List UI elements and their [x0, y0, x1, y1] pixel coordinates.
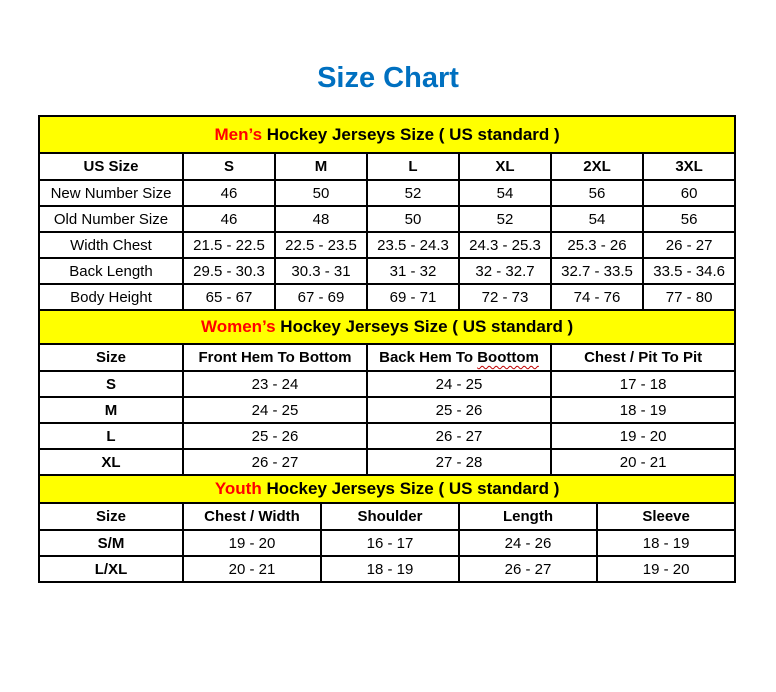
size-table-body: [39, 116, 735, 582]
womens-row-label: L: [39, 423, 183, 449]
youth-value-cell: 20 - 21: [183, 556, 321, 582]
womens-value-cell: 25 - 26: [367, 397, 551, 423]
size-table: [38, 115, 736, 583]
mens-table-row: [39, 232, 735, 258]
mens-row-label: Back Length: [39, 258, 183, 284]
mens-value-cell: 56: [643, 206, 735, 232]
womens-value-cell: 24 - 25: [367, 371, 551, 397]
womens-value-cell: 25 - 26: [183, 423, 367, 449]
youth-column-header: Size: [39, 503, 183, 530]
mens-value-cell: 33.5 - 34.6: [643, 258, 735, 284]
mens-value-cell: 56: [551, 180, 643, 206]
womens-table-row: [39, 371, 735, 397]
youth-value-cell: 16 - 17: [321, 530, 459, 556]
mens-value-cell: 67 - 69: [275, 284, 367, 310]
youth-value-cell: 19 - 20: [183, 530, 321, 556]
mens-column-header: L: [367, 153, 459, 180]
mens-value-cell: 25.3 - 26: [551, 232, 643, 258]
mens-value-cell: 22.5 - 23.5: [275, 232, 367, 258]
womens-value-cell: 26 - 27: [183, 449, 367, 475]
mens-section-title: Men’s Hockey Jerseys Size ( US standard ): [39, 116, 735, 153]
mens-value-cell: 21.5 - 22.5: [183, 232, 275, 258]
mens-value-cell: 32 - 32.7: [459, 258, 551, 284]
mens-value-cell: 69 - 71: [367, 284, 459, 310]
womens-column-header: Chest / Pit To Pit: [551, 344, 735, 371]
mens-value-cell: 24.3 - 25.3: [459, 232, 551, 258]
womens-table-row: [39, 423, 735, 449]
mens-column-header: S: [183, 153, 275, 180]
mens-table-row: [39, 284, 735, 310]
mens-value-cell: 50: [275, 180, 367, 206]
mens-value-cell: 46: [183, 206, 275, 232]
mens-row-label: Old Number Size: [39, 206, 183, 232]
youth-column-header: Chest / Width: [183, 503, 321, 530]
mens-value-cell: 23.5 - 24.3: [367, 232, 459, 258]
youth-table-row: [39, 530, 735, 556]
womens-value-cell: 23 - 24: [183, 371, 367, 397]
womens-column-header: Size: [39, 344, 183, 371]
womens-column-header: Front Hem To Bottom: [183, 344, 367, 371]
womens-column-header: Back Hem To Boottom: [367, 344, 551, 371]
youth-table-row: [39, 556, 735, 582]
page-title: Size Chart: [317, 62, 459, 94]
mens-column-header: M: [275, 153, 367, 180]
youth-row-label: S/M: [39, 530, 183, 556]
mens-table-row: [39, 180, 735, 206]
womens-value-cell: 18 - 19: [551, 397, 735, 423]
womens-section-title: Women’s Hockey Jerseys Size ( US standard ): [39, 310, 735, 344]
mens-row-label: New Number Size: [39, 180, 183, 206]
mens-column-header: 2XL: [551, 153, 643, 180]
mens-value-cell: 46: [183, 180, 275, 206]
womens-value-cell: 24 - 25: [183, 397, 367, 423]
womens-value-cell: 19 - 20: [551, 423, 735, 449]
mens-column-header: 3XL: [643, 153, 735, 180]
youth-value-cell: 18 - 19: [321, 556, 459, 582]
womens-row-label: M: [39, 397, 183, 423]
mens-value-cell: 54: [551, 206, 643, 232]
youth-value-cell: 18 - 19: [597, 530, 735, 556]
youth-accent-label: Youth: [214, 479, 262, 498]
womens-value-cell: 27 - 28: [367, 449, 551, 475]
mens-value-cell: 26 - 27: [643, 232, 735, 258]
mens-value-cell: 77 - 80: [643, 284, 735, 310]
mens-value-cell: 54: [459, 180, 551, 206]
mens-value-cell: 65 - 67: [183, 284, 275, 310]
mens-value-cell: 74 - 76: [551, 284, 643, 310]
mens-value-cell: 50: [367, 206, 459, 232]
womens-row-label: XL: [39, 449, 183, 475]
youth-value-cell: 26 - 27: [459, 556, 597, 582]
womens-value-cell: 20 - 21: [551, 449, 735, 475]
womens-value-cell: 26 - 27: [367, 423, 551, 449]
mens-column-header: US Size: [39, 153, 183, 180]
mens-value-cell: 60: [643, 180, 735, 206]
womens-accent-label: Women’s: [200, 317, 276, 336]
womens-row-label: S: [39, 371, 183, 397]
youth-value-cell: 24 - 26: [459, 530, 597, 556]
mens-table-row: [39, 258, 735, 284]
mens-row-label: Body Height: [39, 284, 183, 310]
mens-value-cell: 31 - 32: [367, 258, 459, 284]
womens-table-row: [39, 449, 735, 475]
youth-section-title: Youth Hockey Jerseys Size ( US standard ): [39, 475, 735, 503]
mens-accent-label: Men’s: [214, 124, 263, 144]
mens-value-cell: 72 - 73: [459, 284, 551, 310]
mens-value-cell: 48: [275, 206, 367, 232]
mens-value-cell: 52: [367, 180, 459, 206]
mens-column-header: XL: [459, 153, 551, 180]
youth-column-header: Length: [459, 503, 597, 530]
misspelled-word: Boottom: [477, 349, 539, 366]
mens-row-label: Width Chest: [39, 232, 183, 258]
mens-value-cell: 32.7 - 33.5: [551, 258, 643, 284]
youth-row-label: L/XL: [39, 556, 183, 582]
mens-value-cell: 52: [459, 206, 551, 232]
mens-value-cell: 29.5 - 30.3: [183, 258, 275, 284]
youth-column-header: Sleeve: [597, 503, 735, 530]
mens-table-row: [39, 206, 735, 232]
mens-value-cell: 30.3 - 31: [275, 258, 367, 284]
womens-value-cell: 17 - 18: [551, 371, 735, 397]
womens-table-row: [39, 397, 735, 423]
youth-column-header: Shoulder: [321, 503, 459, 530]
youth-value-cell: 19 - 20: [597, 556, 735, 582]
